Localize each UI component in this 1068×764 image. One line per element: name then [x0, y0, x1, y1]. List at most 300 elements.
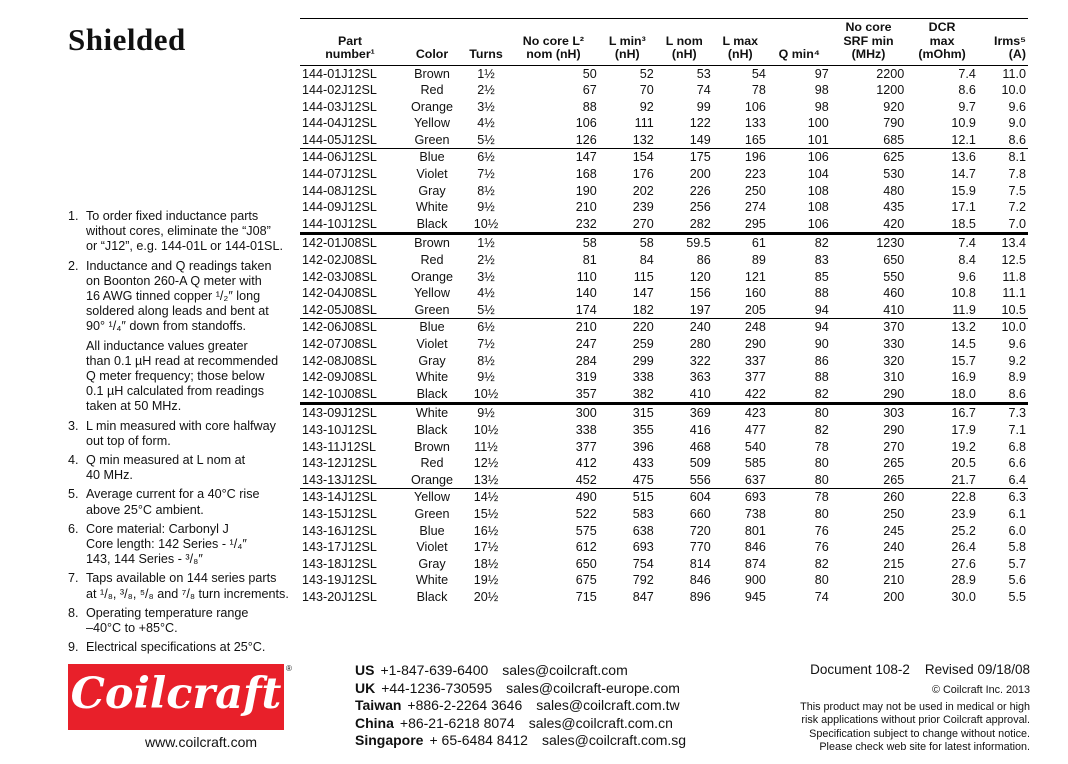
cell-l-max: 637: [744, 472, 766, 487]
table-row: [300, 589, 1028, 606]
logo-text: Coilcraft: [70, 669, 282, 719]
cell-srf-min: 650: [883, 253, 905, 268]
cell-dcr-max: 15.9: [951, 183, 976, 198]
cell-dcr-max: 13.2: [906, 319, 978, 336]
cell-irms: 7.5: [1008, 183, 1026, 198]
cell-irms: 7.2: [1008, 200, 1026, 215]
cell-dcr-max: 10.9: [951, 116, 976, 131]
cell-q-min: 74: [814, 589, 829, 604]
cell-irms: 8.1: [978, 149, 1028, 166]
cell-q-min: 106: [807, 216, 829, 231]
footnote-line: at ¹/₈, ³/₈, ⁵/₈ and ⁷/₈ turn increments.: [86, 586, 289, 601]
cell-srf-min: 2200: [876, 66, 905, 81]
footnote-line: taken at 50 MHz.: [86, 399, 182, 414]
contact-region: China: [355, 714, 394, 731]
cell-l-min: 754: [632, 556, 654, 571]
cell-part-number: 144-02J12SL: [302, 83, 377, 98]
cell-l-nom: 280: [689, 337, 711, 351]
cell-srf-min: 420: [883, 216, 905, 231]
contact-email[interactable]: sales@coilcraft.com.cn: [528, 714, 673, 731]
table-row: [300, 404, 1028, 422]
cell-l-nom: 120: [689, 269, 711, 284]
contact-email[interactable]: sales@coilcraft.com.tw: [536, 697, 680, 713]
table-row: [300, 65, 1028, 82]
cell-q-min: 80: [768, 404, 831, 422]
footnote-line: 0.1 µH calculated from readings: [86, 384, 265, 399]
cell-color: Yellow: [414, 286, 450, 301]
cell-irms: 8.6: [1008, 132, 1026, 147]
cell-srf-min: 290: [883, 386, 905, 401]
table-row: [300, 269, 1028, 286]
contact-email[interactable]: sales@coilcraft-europe.com: [506, 679, 680, 696]
cell-turns: 19½: [473, 573, 499, 588]
cell-irms: 10.0: [978, 319, 1028, 336]
table-row: [300, 319, 1028, 336]
cell-color: Red: [420, 83, 444, 98]
cell-turns: 11½: [474, 439, 498, 454]
footnote-number: 8.: [68, 605, 79, 620]
cell-nocore-l: 210: [508, 319, 599, 336]
cell-dcr-max: 8.6: [958, 83, 976, 98]
contact-email[interactable]: sales@coilcraft.com.sg: [541, 732, 687, 748]
cell-l-min: 259: [632, 337, 654, 351]
cell-part-number: 142-07J08SL: [302, 337, 377, 351]
cell-irms: 8.6: [1008, 386, 1026, 401]
footnote-item: [68, 453, 293, 483]
cell-l-max: 945: [744, 589, 766, 604]
cell-irms: 5.6: [1008, 573, 1026, 588]
cell-color: Gray: [418, 556, 446, 571]
cell-q-min: 82: [814, 556, 829, 571]
cell-nocore-l: 232: [575, 216, 597, 231]
cell-l-nom: 59.5: [656, 234, 713, 252]
cell-dcr-max: 16.9: [951, 370, 976, 385]
cell-nocore-l: 58: [508, 234, 599, 252]
legal-line: Please check web site for latest information.: [819, 741, 1030, 753]
cell-l-nom: 240: [656, 319, 713, 336]
cell-color: Orange: [410, 99, 453, 114]
cell-l-min: 202: [632, 183, 654, 198]
document-number: Document 108-2: [810, 662, 910, 677]
cell-nocore-l: 412: [575, 456, 597, 471]
cell-srf-min: 310: [883, 370, 905, 385]
cell-dcr-max: 27.6: [951, 556, 976, 571]
cell-part-number: 142-08J08SL: [302, 353, 377, 368]
cell-q-min: 108: [807, 200, 829, 215]
cell-srf-min: 240: [883, 540, 905, 555]
cell-nocore-l: 126: [575, 132, 597, 147]
cell-l-min: 433: [632, 456, 654, 471]
cell-l-nom: 468: [689, 439, 711, 454]
cell-part-number: 143-09J12SL: [300, 404, 400, 422]
cell-irms: 13.4: [978, 234, 1028, 252]
cell-srf-min: 685: [883, 132, 905, 147]
cell-turns: 2½: [477, 83, 495, 98]
cell-nocore-l: 452: [575, 472, 597, 487]
footnote-line: To order fixed inductance parts: [86, 209, 259, 223]
table-row: [300, 422, 1028, 439]
cell-l-max: 693: [713, 489, 768, 506]
table-row: [300, 455, 1028, 472]
cell-q-min: 82: [814, 422, 829, 437]
cell-l-max: 89: [751, 253, 766, 268]
cell-color: Yellow: [414, 116, 450, 131]
cell-l-nom: 604: [656, 489, 713, 506]
cell-l-min: 315: [599, 404, 656, 422]
cell-dcr-max: 23.9: [951, 506, 976, 521]
cell-turns: 12½: [473, 456, 499, 471]
coilcraft-logo: [68, 664, 284, 730]
table-row: [300, 216, 1028, 234]
table-header-row: [300, 19, 1028, 66]
cell-l-min: 115: [633, 269, 654, 284]
cell-color: Violet: [416, 540, 448, 555]
website-link[interactable]: www.coilcraft.com: [145, 734, 258, 750]
cell-part-number: 142-03J08SL: [302, 269, 377, 284]
cell-nocore-l: 81: [582, 253, 597, 268]
cell-l-nom: 226: [689, 183, 711, 198]
cell-l-min: 355: [632, 422, 654, 437]
table-row: [300, 369, 1028, 386]
cell-irms: 9.6: [1008, 99, 1026, 114]
cell-l-min: 84: [639, 253, 654, 268]
cell-part-number: 143-13J12SL: [302, 472, 377, 487]
cell-q-min: 78: [814, 439, 829, 454]
cell-srf-min: 270: [883, 439, 905, 454]
cell-irms: 6.4: [1008, 472, 1026, 487]
cell-l-min: 299: [632, 353, 654, 368]
cell-dcr-max: 26.4: [951, 540, 976, 555]
cell-nocore-l: 50: [582, 66, 597, 81]
cell-irms: 10.5: [1001, 302, 1026, 317]
cell-l-nom: 149: [689, 132, 711, 147]
cell-dcr-max: 10.8: [951, 286, 976, 301]
cell-l-nom: 660: [689, 506, 711, 521]
cell-irms: 11.0: [1002, 66, 1026, 81]
contact-row: [355, 680, 686, 698]
contact-region: Singapore: [355, 732, 424, 748]
cell-irms: 11.8: [1002, 269, 1026, 284]
cell-dcr-max: 11.9: [952, 302, 976, 317]
cell-l-max: 540: [744, 439, 766, 454]
cell-srf-min: 320: [883, 353, 905, 368]
cell-part-number: 143-12J12SL: [302, 456, 377, 471]
cell-l-min: 638: [632, 523, 654, 538]
table-row: [300, 132, 1028, 149]
contact-phone: + 65-6484 8412: [429, 732, 528, 748]
contact-region: UK: [355, 679, 376, 696]
footnote-item: [68, 640, 293, 655]
cell-nocore-l: 210: [575, 200, 597, 215]
cell-l-max: 738: [744, 506, 766, 521]
cell-l-min: 58: [599, 234, 656, 252]
footnote-line: Electrical specifications at 25°C.: [86, 640, 266, 655]
cell-l-min: 382: [632, 386, 654, 401]
cell-q-min: 80: [814, 456, 829, 471]
footnote-item: [68, 209, 293, 255]
cell-irms: 5.7: [1008, 556, 1026, 571]
cell-nocore-l: 88: [582, 99, 597, 114]
cell-part-number: 144-01J12SL: [302, 66, 377, 81]
header-qmin: Q min⁴: [768, 19, 831, 66]
table-row: [300, 115, 1028, 132]
cell-q-min: 83: [814, 253, 829, 268]
cell-dcr-max: 19.2: [951, 439, 976, 454]
table-row: [300, 252, 1028, 269]
cell-nocore-l: 715: [575, 589, 597, 604]
cell-dcr-max: 14.7: [951, 167, 976, 182]
cell-part-number: 143-11J12SL: [302, 439, 376, 454]
cell-part-number: 143-20J12SL: [302, 589, 377, 604]
cell-l-nom: 74: [696, 83, 711, 98]
cell-color: Violet: [416, 167, 448, 182]
footnote-number: 9.: [68, 640, 79, 655]
cell-color: Green: [414, 506, 450, 521]
table-body: [300, 65, 1028, 606]
cell-l-max: 106: [744, 99, 766, 114]
cell-l-nom: 556: [689, 472, 711, 487]
footnote-number: 7.: [68, 571, 79, 586]
cell-q-min: 106: [768, 149, 831, 166]
cell-srf-min: 330: [883, 337, 905, 351]
cell-turns: 9½: [464, 404, 508, 422]
cell-irms: 7.3: [978, 404, 1028, 422]
cell-part-number: 144-07J12SL: [302, 167, 377, 182]
header-lnom: L nom (nH): [656, 19, 713, 66]
cell-srf-min: 265: [883, 456, 905, 471]
cell-srf-min: 260: [831, 489, 906, 506]
cell-turns: 3½: [477, 99, 495, 114]
cell-l-min: 338: [632, 370, 654, 385]
contact-region: Taiwan: [355, 697, 402, 713]
cell-l-max: 423: [713, 404, 768, 422]
footnote-number: 3.: [68, 418, 79, 433]
cell-irms: 8.9: [1008, 370, 1026, 385]
footnote-line: Operating temperature range: [86, 605, 249, 620]
cell-color: Violet: [416, 337, 448, 351]
cell-l-max: 248: [713, 319, 768, 336]
cell-turns: 20½: [473, 589, 499, 604]
cell-srf-min: 290: [883, 422, 905, 437]
cell-turns: 2½: [477, 253, 495, 268]
cell-q-min: 97: [814, 66, 829, 81]
footnote-number: [68, 339, 86, 415]
footnote-item: [68, 259, 293, 335]
cell-turns: 15½: [473, 506, 499, 521]
table-row: [300, 302, 1028, 319]
cell-q-min: 100: [807, 116, 829, 131]
cell-l-max: 846: [744, 540, 766, 555]
cell-color: Red: [420, 253, 444, 268]
cell-srf-min: 200: [883, 589, 905, 604]
cell-srf-min: 530: [883, 167, 905, 182]
cell-nocore-l: 612: [575, 540, 597, 555]
cell-l-nom: 846: [689, 573, 711, 588]
cell-l-min: 475: [632, 472, 654, 487]
cell-q-min: 98: [814, 99, 829, 114]
cell-part-number: 143-16J12SL: [302, 523, 377, 538]
footnote-line: Taps available on 144 series parts: [86, 571, 277, 586]
cell-nocore-l: 284: [575, 353, 597, 368]
cell-part-number: 144-08J12SL: [302, 183, 377, 198]
cell-srf-min: 790: [883, 116, 905, 131]
footnote-line: 143, 144 Series - ³/₈″: [86, 552, 203, 567]
cell-irms: 9.2: [1008, 353, 1026, 368]
cell-turns: 1½: [464, 234, 508, 252]
cell-nocore-l: 338: [575, 422, 597, 437]
contact-email[interactable]: sales@coilcraft.com: [502, 662, 628, 678]
cell-dcr-max: 28.9: [951, 573, 976, 588]
cell-nocore-l: 377: [575, 439, 597, 454]
table-row: [300, 99, 1028, 116]
contact-phone: +86-21-6218 8074: [399, 714, 515, 731]
footnote-line: Inductance and Q readings taken: [86, 258, 272, 273]
cell-color: White: [415, 573, 449, 588]
table-row: [300, 523, 1028, 540]
footnote-line: above 25°C ambient.: [86, 502, 204, 517]
cell-q-min: 101: [807, 132, 829, 147]
cell-q-min: 85: [814, 269, 829, 284]
cell-l-max: 121: [744, 269, 766, 284]
cell-turns: 1½: [477, 66, 495, 81]
cell-l-max: 223: [744, 167, 766, 182]
cell-color: Black: [416, 422, 448, 437]
header-nocore-l: No core L² nom (nH): [508, 19, 599, 66]
contact-phone: +1-847-639-6400: [380, 662, 489, 678]
cell-srf-min: 250: [883, 506, 905, 521]
cell-l-min: 396: [632, 439, 654, 454]
cell-l-max: 377: [744, 370, 766, 385]
cell-srf-min: 210: [883, 573, 905, 588]
cell-l-nom: 814: [689, 556, 711, 571]
cell-q-min: 80: [814, 506, 829, 521]
footnote-line: than 0.1 µH read at recommended: [86, 353, 279, 368]
cell-srf-min: 265: [883, 472, 905, 487]
cell-l-nom: 256: [689, 200, 711, 215]
cell-q-min: 88: [814, 370, 829, 385]
cell-l-min: 154: [599, 149, 656, 166]
cell-srf-min: 410: [883, 302, 905, 317]
cell-l-nom: 410: [689, 386, 711, 401]
cell-part-number: 144-09J12SL: [302, 200, 377, 215]
cell-color: Blue: [400, 319, 464, 336]
footnote-number: 5.: [68, 487, 79, 502]
cell-q-min: 94: [814, 302, 829, 317]
table-row: [300, 572, 1028, 589]
footnote-item: [68, 487, 293, 517]
cell-nocore-l: 575: [575, 523, 597, 538]
cell-l-nom: 720: [689, 523, 711, 538]
cell-l-nom: 122: [689, 116, 711, 131]
cell-l-min: 583: [632, 506, 654, 521]
cell-part-number: 144-06J12SL: [300, 149, 400, 166]
cell-l-min: 176: [632, 167, 654, 182]
cell-irms: 11.1: [1002, 286, 1026, 301]
cell-nocore-l: 300: [508, 404, 599, 422]
cell-q-min: 90: [814, 337, 829, 351]
document-revision: Revised 09/18/08: [924, 662, 1030, 677]
cell-turns: 5½: [477, 302, 495, 317]
table-row: [300, 82, 1028, 99]
cell-nocore-l: 490: [508, 489, 599, 506]
cell-l-nom: 53: [696, 66, 711, 81]
footnote-line: soldered along leads and bent at: [86, 304, 269, 319]
footnote-line: Average current for a 40°C rise: [86, 487, 260, 502]
cell-nocore-l: 140: [575, 286, 597, 301]
cell-turns: 7½: [477, 337, 495, 351]
cell-color: White: [415, 200, 449, 215]
cell-turns: 16½: [473, 523, 499, 538]
cell-color: Red: [420, 456, 444, 471]
cell-l-nom: 369: [656, 404, 713, 422]
contact-row: [355, 697, 686, 715]
footnote-line: 40 MHz.: [86, 468, 133, 483]
table-row: [300, 439, 1028, 456]
cell-l-min: 239: [632, 200, 654, 215]
cell-dcr-max: 9.6: [958, 269, 976, 284]
cell-q-min: 76: [814, 523, 829, 538]
header-dcr: DCR max (mOhm): [906, 19, 978, 66]
cell-color: Blue: [400, 149, 464, 166]
cell-q-min: 108: [807, 183, 829, 198]
footnote-line: or “J12”, e.g. 144-01L or 144-01SL.: [86, 239, 283, 254]
cell-l-min: 111: [634, 116, 654, 131]
cell-l-nom: 896: [689, 589, 711, 604]
cell-dcr-max: 22.8: [906, 489, 978, 506]
cell-turns: 6½: [464, 149, 508, 166]
cell-turns: 8½: [477, 183, 495, 198]
spec-table: [300, 18, 1028, 606]
table-row: [300, 234, 1028, 252]
cell-q-min: 104: [807, 167, 829, 182]
cell-irms: 7.0: [1008, 216, 1026, 231]
cell-irms: 6.8: [1008, 439, 1026, 454]
footnote-line: out top of form.: [86, 433, 171, 448]
cell-l-min: 70: [639, 83, 654, 98]
cell-srf-min: 550: [883, 269, 905, 284]
cell-srf-min: 1230: [831, 234, 906, 252]
legal-line: Specification subject to change without notice.: [809, 727, 1030, 740]
cell-l-min: 52: [639, 66, 654, 81]
cell-color: Green: [414, 132, 450, 147]
cell-dcr-max: 7.4: [958, 66, 976, 81]
cell-color: Brown: [400, 234, 464, 252]
cell-dcr-max: 25.2: [951, 523, 976, 538]
cell-l-max: 165: [744, 132, 766, 147]
cell-l-min: 182: [632, 302, 654, 317]
cell-nocore-l: 174: [575, 302, 597, 317]
contact-phone: +44-1236-730595: [381, 679, 493, 696]
cell-l-max: 801: [744, 523, 766, 538]
cell-dcr-max: 12.1: [951, 132, 976, 147]
cell-l-min: 132: [632, 132, 654, 147]
footnote-line: on Boonton 260-A Q meter with: [86, 273, 262, 288]
cell-nocore-l: 147: [508, 149, 599, 166]
cell-l-max: 585: [744, 456, 766, 471]
cell-l-max: 196: [713, 149, 768, 166]
table-row: [300, 353, 1028, 370]
cell-dcr-max: 13.6: [906, 149, 978, 166]
cell-l-nom: 197: [689, 302, 711, 317]
cell-part-number: 143-19J12SL: [302, 573, 377, 588]
cell-part-number: 142-10J08SL: [302, 386, 377, 401]
cell-irms: 6.1: [1008, 506, 1026, 521]
footnote-line: 16 AWG tinned copper ¹/₂″ long: [86, 289, 261, 304]
cell-color: Gray: [418, 353, 446, 368]
cell-srf-min: 435: [883, 200, 905, 215]
footnote-line: Q min measured at L nom at: [86, 453, 246, 468]
cell-nocore-l: 522: [575, 506, 597, 521]
